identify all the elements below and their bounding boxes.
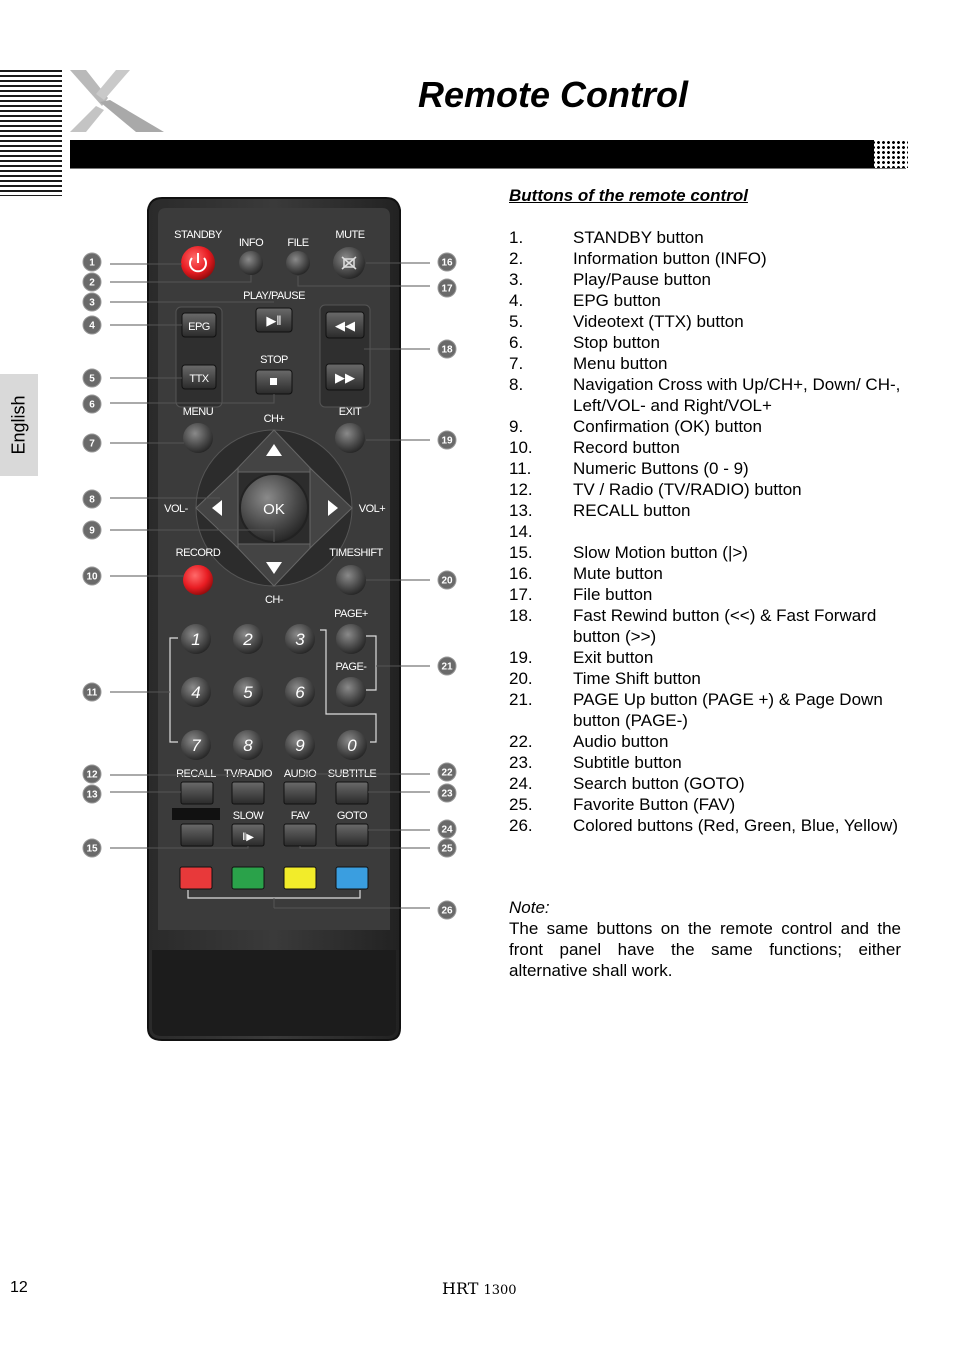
button-list-item	[509, 290, 909, 311]
yellow-button[interactable]	[284, 867, 316, 889]
goto-label: GOTO	[336, 810, 368, 822]
callouts-left	[83, 253, 101, 857]
vol-down-label: VOL-	[164, 503, 188, 515]
ok-label: OK	[263, 501, 285, 518]
title-bar	[70, 140, 874, 168]
button-list-number: 14.	[509, 522, 533, 541]
red-button[interactable]	[180, 867, 212, 889]
button-list-item	[509, 374, 909, 416]
digit-label: 2	[243, 630, 253, 649]
button-list-text: Slow Motion button (|>)	[573, 543, 748, 562]
digit-label: 8	[243, 736, 253, 755]
button-list-item	[509, 437, 909, 458]
callout-number: 22	[441, 767, 453, 779]
button-list-text: Search button (GOTO)	[573, 774, 745, 793]
page-title: Remote Control	[418, 74, 688, 115]
digit-label: 3	[295, 630, 305, 649]
menu-label: MENU	[182, 406, 214, 418]
button-list-item	[509, 752, 909, 773]
button-list-number: 21.	[509, 690, 533, 709]
button-list-text: Numeric Buttons (0 - 9)	[573, 459, 749, 478]
buttons-section-title: Buttons of the remote control	[509, 186, 748, 205]
remote-bottom	[152, 950, 396, 1036]
button-list-text: Colored buttons (Red, Green, Blue, Yellow)	[573, 816, 899, 835]
callout-number: 10	[86, 571, 98, 583]
button-list-item	[509, 311, 909, 332]
button-list-item	[509, 542, 909, 563]
button-list-text: Stop button	[573, 333, 660, 352]
button-list-number: 26.	[509, 816, 533, 835]
callout-number: 8	[89, 494, 95, 506]
button-list-number: 3.	[509, 270, 524, 289]
fav-button[interactable]	[284, 824, 316, 846]
model-name	[442, 1279, 517, 1298]
blank-button[interactable]	[181, 824, 213, 846]
button-list-text: Fast Rewind button (<<) & Fast Forward button (>>)	[573, 606, 877, 646]
note-block	[509, 897, 901, 981]
file-button[interactable]	[286, 251, 310, 275]
button-list-text: RECALL button	[573, 501, 691, 520]
button-list-text: Mute button	[573, 564, 663, 583]
button-list-number: 24.	[509, 774, 533, 793]
fast-forward-icon: ▶▶	[335, 370, 355, 385]
button-list-text: Navigation Cross with Up/CH+, Down/ CH-, Left/VOL- and Right/VOL+	[573, 375, 901, 415]
button-list-number: 17.	[509, 585, 533, 604]
callout-number: 20	[441, 575, 453, 587]
vol-up-label: VOL+	[358, 503, 386, 515]
callout-number: 25	[441, 843, 453, 855]
button-list-text: File button	[573, 585, 653, 604]
button-list-item	[509, 479, 909, 500]
callout-number: 2	[89, 277, 95, 289]
button-list-item	[509, 689, 909, 731]
button-list-text: Audio button	[573, 732, 669, 751]
button-list-item	[509, 668, 909, 689]
button-list-number: 19.	[509, 648, 533, 667]
button-list-item	[509, 647, 909, 668]
audio-label: AUDIO	[283, 768, 317, 780]
record-button[interactable]	[183, 565, 213, 595]
button-list-text: EPG button	[573, 291, 661, 310]
language-label: English	[8, 395, 29, 455]
brand-logo	[66, 66, 166, 139]
button-list-item	[509, 563, 909, 584]
mute-label: MUTE	[335, 229, 365, 241]
button-list-item	[509, 458, 909, 479]
button-list-number: 7.	[509, 354, 524, 373]
button-list-number: 8.	[509, 375, 524, 394]
ch-up-label: CH+	[263, 413, 285, 425]
button-list-text: PAGE Up button (PAGE +) & Page Down button (PAGE-)	[573, 690, 883, 730]
digit-label: 5	[243, 683, 253, 702]
recall-button[interactable]	[181, 782, 213, 804]
callout-number: 4	[89, 320, 95, 332]
edge-stripes	[0, 70, 62, 196]
callout-number: 1	[89, 257, 95, 269]
note-body: The same buttons on the remote control and the front panel have the same functions; either alternative shall work.	[509, 919, 901, 980]
blank-label-bar	[172, 808, 220, 820]
play-pause-label: PLAY/PAUSE	[243, 290, 305, 302]
button-list-item	[509, 227, 909, 248]
stop-label: STOP	[260, 354, 288, 366]
button-list-item	[509, 584, 909, 605]
callout-number: 13	[86, 789, 98, 801]
button-list-item	[509, 773, 909, 794]
timeshift-label: TIMESHIFT	[329, 547, 383, 559]
button-list-text: STANDBY button	[573, 228, 704, 247]
button-list-item	[509, 521, 909, 542]
play-pause-icon: ▶‖	[266, 313, 282, 328]
model-number: 1300	[483, 1283, 517, 1298]
button-list-item	[509, 794, 909, 815]
menu-button[interactable]	[183, 423, 213, 453]
button-list-item	[509, 332, 909, 353]
button-list-text: Subtitle button	[573, 753, 682, 772]
callout-number: 9	[89, 525, 95, 537]
button-list-text: Videotext (TTX) button	[573, 312, 744, 331]
timeshift-button[interactable]	[336, 565, 366, 595]
recall-label: RECALL	[176, 768, 216, 780]
info-label: INFO	[238, 237, 264, 249]
button-list-number: 18.	[509, 606, 533, 625]
digit-label: 7	[191, 736, 201, 755]
button-list-number: 25.	[509, 795, 533, 814]
ch-down-label: CH-	[264, 594, 284, 606]
info-button[interactable]	[239, 251, 263, 275]
callout-number: 16	[441, 257, 453, 269]
button-list-item	[509, 269, 909, 290]
button-list-text: Exit button	[573, 648, 654, 667]
page-number: 12	[10, 1279, 28, 1296]
button-list-number: 1.	[509, 228, 524, 247]
callout-number: 12	[86, 769, 98, 781]
button-list-number: 20.	[509, 669, 533, 688]
button-list-item	[509, 605, 909, 647]
button-list-text: Information button (INFO)	[573, 249, 767, 268]
tv-radio-button[interactable]	[232, 782, 264, 804]
button-list-number: 23.	[509, 753, 533, 772]
digit-label: 9	[295, 736, 305, 755]
button-list-item	[509, 731, 909, 752]
button-list-item	[509, 416, 909, 437]
callout-number: 15	[86, 843, 98, 855]
callout-number: 11	[86, 687, 98, 699]
callouts-right	[438, 253, 456, 919]
callout-number: 23	[441, 788, 453, 800]
button-list-number: 2.	[509, 249, 524, 268]
callout-number: 7	[89, 438, 95, 450]
subtitle-button[interactable]	[336, 782, 368, 804]
note-title: Note:	[509, 898, 550, 917]
buttons-list	[509, 227, 909, 836]
page-up-button[interactable]	[336, 624, 366, 654]
button-list-text: Time Shift button	[573, 669, 701, 688]
button-list-number: 11.	[509, 459, 532, 478]
page-down-button[interactable]	[336, 677, 366, 707]
button-list-number: 12.	[509, 480, 533, 499]
mute-icon	[342, 257, 356, 269]
callout-number: 5	[89, 373, 95, 385]
digit-label: 1	[191, 630, 201, 649]
callout-number: 24	[441, 824, 453, 836]
button-list-text: Menu button	[573, 354, 668, 373]
callout-number: 3	[89, 297, 95, 309]
page-down-label: PAGE-	[335, 661, 367, 673]
page-up-label: PAGE+	[334, 608, 368, 620]
blue-button[interactable]	[336, 867, 368, 889]
stop-icon	[270, 378, 277, 385]
button-list-item	[509, 815, 909, 836]
button-list-number: 4.	[509, 291, 524, 310]
title-bar-dots	[866, 140, 908, 168]
digit-label: 0	[347, 736, 357, 755]
file-label: FILE	[287, 237, 309, 249]
callout-number: 6	[89, 399, 95, 411]
remote-illustration	[70, 190, 470, 1050]
button-list-number: 15.	[509, 543, 533, 562]
digit-label: 4	[191, 683, 201, 702]
rewind-icon: ◀◀	[335, 318, 355, 333]
record-label: RECORD	[175, 547, 221, 559]
green-button[interactable]	[232, 867, 264, 889]
button-list-text: Record button	[573, 438, 680, 457]
button-list-number: 9.	[509, 417, 524, 436]
callout-number: 18	[441, 344, 453, 356]
callout-number: 26	[441, 905, 453, 917]
subtitle-label: SUBTITLE	[327, 768, 377, 780]
button-list-number: 6.	[509, 333, 524, 352]
slow-icon: ‖▶	[242, 832, 254, 843]
button-list-item	[509, 248, 909, 269]
button-list-item	[509, 500, 909, 521]
button-list-text: Favorite Button (FAV)	[573, 795, 736, 814]
title-rule	[70, 168, 906, 169]
button-list-number: 16.	[509, 564, 533, 583]
exit-label: EXIT	[338, 406, 362, 418]
button-list-number: 22.	[509, 732, 533, 751]
button-list-number: 5.	[509, 312, 524, 331]
button-list-text: TV / Radio (TV/RADIO) button	[573, 480, 802, 499]
button-list-number: 13.	[509, 501, 533, 520]
slow-label: SLOW	[232, 810, 264, 822]
callout-number: 19	[441, 435, 453, 447]
exit-button[interactable]	[335, 423, 365, 453]
button-list-text: Confirmation (OK) button	[573, 417, 762, 436]
ttx-label: TTX	[189, 373, 209, 385]
callout-number: 21	[441, 661, 453, 673]
goto-button[interactable]	[336, 824, 368, 846]
standby-label: STANDBY	[174, 229, 222, 241]
model-name-text: HRT	[442, 1279, 479, 1298]
fav-label: FAV	[290, 810, 310, 822]
button-list-item	[509, 353, 909, 374]
epg-label: EPG	[188, 321, 210, 333]
button-list-text: Play/Pause button	[573, 270, 711, 289]
audio-button[interactable]	[284, 782, 316, 804]
button-list-number: 10.	[509, 438, 533, 457]
digit-label: 6	[295, 683, 305, 702]
callout-number: 17	[441, 283, 453, 295]
tv-radio-label: TV/RADIO	[224, 768, 272, 780]
